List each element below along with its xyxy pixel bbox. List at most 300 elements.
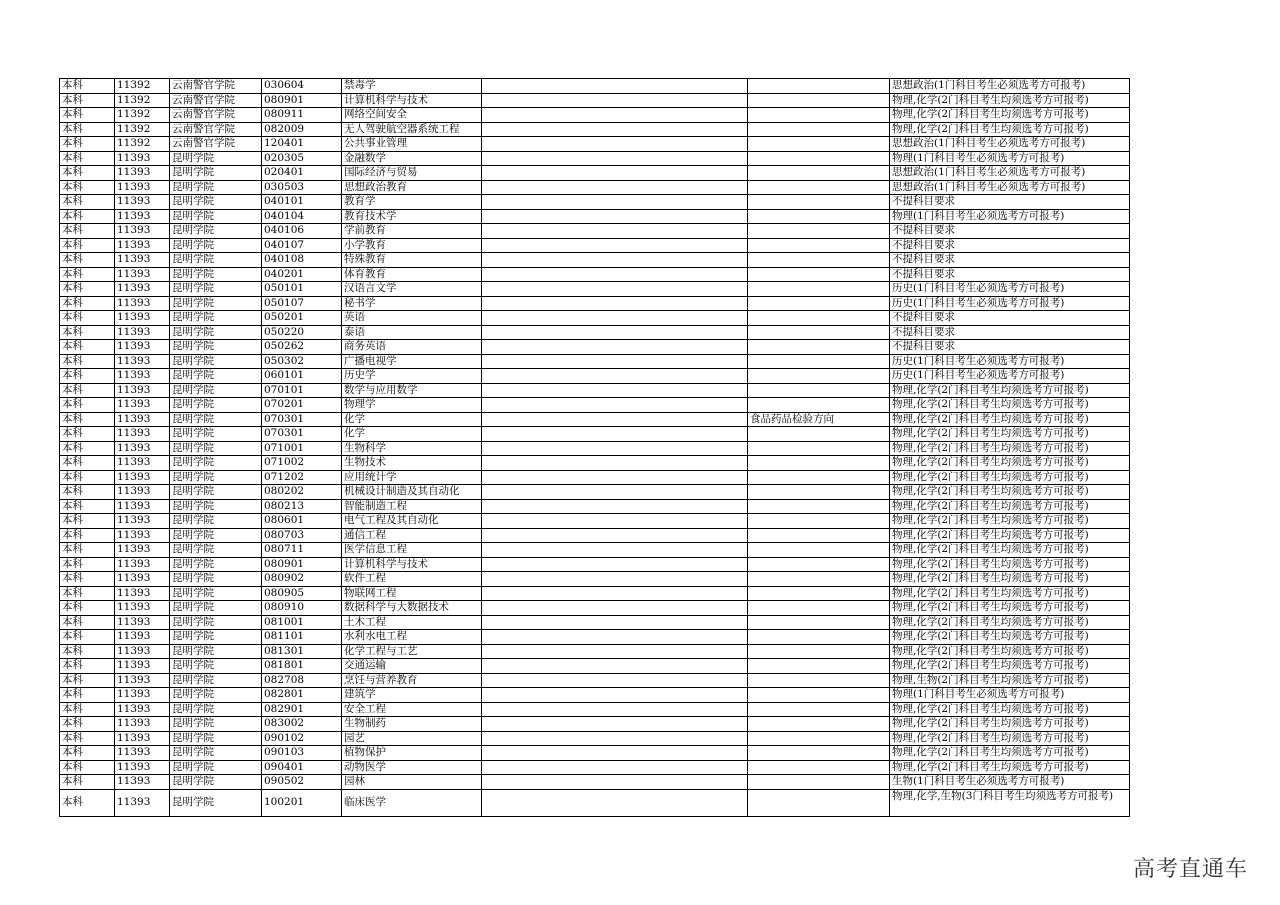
note-cell [482, 557, 748, 572]
requirement-cell: 物理,化学(2门科目考生均须选考方可报考) [890, 543, 1130, 558]
major-code-cell: 070101 [262, 383, 342, 398]
level-cell: 本科 [60, 122, 115, 137]
direction-cell [748, 238, 890, 253]
requirement-cell: 物理,化学(2门科目考生均须选考方可报考) [890, 557, 1130, 572]
requirement-cell: 物理(1门科目考生必须选考方可报考) [890, 151, 1130, 166]
school-name-cell: 昆明学院 [170, 688, 262, 703]
note-cell [482, 644, 748, 659]
table-row [60, 354, 1130, 369]
table-row [60, 166, 1130, 181]
direction-cell [748, 340, 890, 355]
school-name-cell: 云南警官学院 [170, 93, 262, 108]
school-code-cell: 11393 [115, 470, 170, 485]
note-cell [482, 282, 748, 297]
major-code-cell: 030503 [262, 180, 342, 195]
level-cell: 本科 [60, 441, 115, 456]
major-code-cell: 030604 [262, 79, 342, 94]
direction-cell [748, 572, 890, 587]
major-name-cell: 特殊教育 [342, 253, 482, 268]
direction-cell: 食品药品检验方向 [748, 412, 890, 427]
note-cell [482, 79, 748, 94]
school-code-cell: 11393 [115, 586, 170, 601]
major-name-cell: 临床医学 [342, 789, 482, 816]
requirement-cell: 物理,化学(2门科目考生均须选考方可报考) [890, 499, 1130, 514]
note-cell [482, 775, 748, 790]
requirement-cell: 不提科目要求 [890, 253, 1130, 268]
major-name-cell: 机械设计制造及其自动化 [342, 485, 482, 500]
requirement-cell: 物理,化学(2门科目考生均须选考方可报考) [890, 485, 1130, 500]
major-code-cell: 020305 [262, 151, 342, 166]
school-code-cell: 11393 [115, 427, 170, 442]
school-name-cell: 昆明学院 [170, 253, 262, 268]
school-code-cell: 11393 [115, 615, 170, 630]
major-code-cell: 040106 [262, 224, 342, 239]
note-cell [482, 543, 748, 558]
school-name-cell: 昆明学院 [170, 702, 262, 717]
school-code-cell: 11393 [115, 543, 170, 558]
school-code-cell: 11393 [115, 673, 170, 688]
note-cell [482, 586, 748, 601]
note-cell [482, 122, 748, 137]
major-name-cell: 交通运输 [342, 659, 482, 674]
major-name-cell: 数学与应用数学 [342, 383, 482, 398]
school-code-cell: 11392 [115, 93, 170, 108]
major-name-cell: 生物制药 [342, 717, 482, 732]
level-cell: 本科 [60, 412, 115, 427]
major-code-cell: 071202 [262, 470, 342, 485]
major-code-cell: 081801 [262, 659, 342, 674]
major-name-cell: 医学信息工程 [342, 543, 482, 558]
requirement-cell: 历史(1门科目考生必须选考方可报考) [890, 369, 1130, 384]
table-row [60, 253, 1130, 268]
direction-cell [748, 644, 890, 659]
direction-cell [748, 688, 890, 703]
requirement-cell: 物理,化学(2门科目考生均须选考方可报考) [890, 412, 1130, 427]
table-row [60, 688, 1130, 703]
direction-cell [748, 789, 890, 816]
school-code-cell: 11393 [115, 209, 170, 224]
level-cell: 本科 [60, 543, 115, 558]
major-code-cell: 082801 [262, 688, 342, 703]
level-cell: 本科 [60, 485, 115, 500]
school-name-cell: 昆明学院 [170, 180, 262, 195]
table-row [60, 659, 1130, 674]
note-cell [482, 369, 748, 384]
table-row [60, 79, 1130, 94]
school-name-cell: 昆明学院 [170, 789, 262, 816]
direction-cell [748, 731, 890, 746]
direction-cell [748, 702, 890, 717]
major-code-cell: 080703 [262, 528, 342, 543]
level-cell: 本科 [60, 209, 115, 224]
direction-cell [748, 311, 890, 326]
school-name-cell: 昆明学院 [170, 499, 262, 514]
direction-cell [748, 151, 890, 166]
table-row [60, 441, 1130, 456]
level-cell: 本科 [60, 108, 115, 123]
major-code-cell: 040108 [262, 253, 342, 268]
major-name-cell: 园艺 [342, 731, 482, 746]
school-name-cell: 昆明学院 [170, 398, 262, 413]
major-name-cell: 英语 [342, 311, 482, 326]
direction-cell [748, 195, 890, 210]
table-row [60, 557, 1130, 572]
school-name-cell: 昆明学院 [170, 775, 262, 790]
note-cell [482, 253, 748, 268]
school-name-cell: 云南警官学院 [170, 122, 262, 137]
major-name-cell: 思想政治教育 [342, 180, 482, 195]
level-cell: 本科 [60, 238, 115, 253]
major-code-cell: 050302 [262, 354, 342, 369]
school-name-cell: 昆明学院 [170, 528, 262, 543]
school-code-cell: 11393 [115, 659, 170, 674]
direction-cell [748, 354, 890, 369]
direction-cell [748, 427, 890, 442]
major-code-cell: 071002 [262, 456, 342, 471]
school-name-cell: 昆明学院 [170, 485, 262, 500]
major-code-cell: 070301 [262, 427, 342, 442]
school-code-cell: 11393 [115, 557, 170, 572]
table-row [60, 122, 1130, 137]
school-name-cell: 昆明学院 [170, 296, 262, 311]
direction-cell [748, 282, 890, 297]
major-name-cell: 物联网工程 [342, 586, 482, 601]
major-code-cell: 080910 [262, 601, 342, 616]
table-row [60, 383, 1130, 398]
level-cell: 本科 [60, 224, 115, 239]
major-name-cell: 水利水电工程 [342, 630, 482, 645]
note-cell [482, 151, 748, 166]
requirement-cell: 物理,化学,生物(3门科目考生均须选考方可报考) [890, 789, 1130, 816]
level-cell: 本科 [60, 311, 115, 326]
school-code-cell: 11393 [115, 412, 170, 427]
school-name-cell: 昆明学院 [170, 673, 262, 688]
major-name-cell: 土木工程 [342, 615, 482, 630]
requirement-cell: 物理(1门科目考生必须选考方可报考) [890, 688, 1130, 703]
table-row [60, 151, 1130, 166]
table-body [60, 79, 1130, 817]
level-cell: 本科 [60, 731, 115, 746]
level-cell: 本科 [60, 470, 115, 485]
major-code-cell: 080202 [262, 485, 342, 500]
note-cell [482, 383, 748, 398]
major-code-cell: 050201 [262, 311, 342, 326]
level-cell: 本科 [60, 557, 115, 572]
direction-cell [748, 296, 890, 311]
table-row [60, 238, 1130, 253]
note-cell [482, 789, 748, 816]
major-code-cell: 050101 [262, 282, 342, 297]
school-code-cell: 11393 [115, 267, 170, 282]
major-name-cell: 体育教育 [342, 267, 482, 282]
major-name-cell: 汉语言文学 [342, 282, 482, 297]
table-row [60, 180, 1130, 195]
requirement-cell: 物理,化学(2门科目考生均须选考方可报考) [890, 731, 1130, 746]
table-row [60, 427, 1130, 442]
school-name-cell: 昆明学院 [170, 659, 262, 674]
level-cell: 本科 [60, 369, 115, 384]
school-name-cell: 昆明学院 [170, 209, 262, 224]
level-cell: 本科 [60, 253, 115, 268]
direction-cell [748, 267, 890, 282]
table-row [60, 340, 1130, 355]
school-code-cell: 11393 [115, 354, 170, 369]
direction-cell [748, 673, 890, 688]
requirement-cell: 不提科目要求 [890, 311, 1130, 326]
school-code-cell: 11393 [115, 369, 170, 384]
school-name-cell: 云南警官学院 [170, 137, 262, 152]
school-code-cell: 11393 [115, 311, 170, 326]
school-code-cell: 11393 [115, 340, 170, 355]
major-name-cell: 网络空间安全 [342, 108, 482, 123]
table-row [60, 93, 1130, 108]
note-cell [482, 601, 748, 616]
school-name-cell: 昆明学院 [170, 354, 262, 369]
school-name-cell: 昆明学院 [170, 746, 262, 761]
major-code-cell: 080901 [262, 93, 342, 108]
school-code-cell: 11393 [115, 296, 170, 311]
level-cell: 本科 [60, 572, 115, 587]
requirement-cell: 物理,化学(2门科目考生均须选考方可报考) [890, 470, 1130, 485]
major-code-cell: 040104 [262, 209, 342, 224]
level-cell: 本科 [60, 760, 115, 775]
major-name-cell: 软件工程 [342, 572, 482, 587]
requirement-cell: 物理,化学(2门科目考生均须选考方可报考) [890, 659, 1130, 674]
table-row [60, 644, 1130, 659]
school-name-cell: 昆明学院 [170, 731, 262, 746]
table-row [60, 586, 1130, 601]
requirement-cell: 物理,化学(2门科目考生均须选考方可报考) [890, 441, 1130, 456]
school-name-cell: 昆明学院 [170, 717, 262, 732]
major-code-cell: 080905 [262, 586, 342, 601]
level-cell: 本科 [60, 514, 115, 529]
table-row [60, 325, 1130, 340]
school-name-cell: 昆明学院 [170, 238, 262, 253]
direction-cell [748, 383, 890, 398]
table-row [60, 760, 1130, 775]
major-name-cell: 物理学 [342, 398, 482, 413]
level-cell: 本科 [60, 688, 115, 703]
table-row [60, 412, 1130, 427]
major-code-cell: 050107 [262, 296, 342, 311]
note-cell [482, 412, 748, 427]
level-cell: 本科 [60, 615, 115, 630]
level-cell: 本科 [60, 398, 115, 413]
note-cell [482, 354, 748, 369]
school-code-cell: 11393 [115, 731, 170, 746]
direction-cell [748, 108, 890, 123]
school-name-cell: 昆明学院 [170, 369, 262, 384]
level-cell: 本科 [60, 325, 115, 340]
note-cell [482, 166, 748, 181]
school-code-cell: 11392 [115, 108, 170, 123]
major-code-cell: 040101 [262, 195, 342, 210]
school-code-cell: 11392 [115, 122, 170, 137]
direction-cell [748, 325, 890, 340]
note-cell [482, 209, 748, 224]
school-name-cell: 昆明学院 [170, 427, 262, 442]
requirement-cell: 历史(1门科目考生必须选考方可报考) [890, 282, 1130, 297]
level-cell: 本科 [60, 383, 115, 398]
school-name-cell: 昆明学院 [170, 412, 262, 427]
major-name-cell: 公共事业管理 [342, 137, 482, 152]
requirement-cell: 物理,化学(2门科目考生均须选考方可报考) [890, 456, 1130, 471]
level-cell: 本科 [60, 746, 115, 761]
major-name-cell: 生物科学 [342, 441, 482, 456]
school-code-cell: 11392 [115, 79, 170, 94]
major-code-cell: 080711 [262, 543, 342, 558]
direction-cell [748, 659, 890, 674]
direction-cell [748, 79, 890, 94]
school-code-cell: 11393 [115, 238, 170, 253]
watermark-text: 高考直通车 [1132, 857, 1248, 882]
direction-cell [748, 528, 890, 543]
major-name-cell: 泰语 [342, 325, 482, 340]
note-cell [482, 514, 748, 529]
major-name-cell: 国际经济与贸易 [342, 166, 482, 181]
major-code-cell: 090401 [262, 760, 342, 775]
note-cell [482, 398, 748, 413]
major-code-cell: 070201 [262, 398, 342, 413]
school-name-cell: 昆明学院 [170, 557, 262, 572]
level-cell: 本科 [60, 93, 115, 108]
major-name-cell: 教育学 [342, 195, 482, 210]
requirement-cell: 物理,化学(2门科目考生均须选考方可报考) [890, 630, 1130, 645]
direction-cell [748, 122, 890, 137]
table-row [60, 296, 1130, 311]
major-code-cell: 040107 [262, 238, 342, 253]
major-name-cell: 广播电视学 [342, 354, 482, 369]
major-code-cell: 100201 [262, 789, 342, 816]
requirement-cell: 物理,化学(2门科目考生均须选考方可报考) [890, 93, 1130, 108]
note-cell [482, 673, 748, 688]
major-code-cell: 080213 [262, 499, 342, 514]
requirement-cell: 历史(1门科目考生必须选考方可报考) [890, 296, 1130, 311]
requirement-cell: 物理,化学(2门科目考生均须选考方可报考) [890, 702, 1130, 717]
note-cell [482, 137, 748, 152]
school-code-cell: 11393 [115, 702, 170, 717]
note-cell [482, 702, 748, 717]
direction-cell [748, 180, 890, 195]
school-name-cell: 昆明学院 [170, 601, 262, 616]
school-name-cell: 昆明学院 [170, 195, 262, 210]
direction-cell [748, 557, 890, 572]
table-row [60, 775, 1130, 790]
major-name-cell: 电气工程及其自动化 [342, 514, 482, 529]
school-name-cell: 昆明学院 [170, 166, 262, 181]
table-row [60, 673, 1130, 688]
note-cell [482, 499, 748, 514]
major-name-cell: 建筑学 [342, 688, 482, 703]
school-name-cell: 云南警官学院 [170, 79, 262, 94]
school-code-cell: 11393 [115, 456, 170, 471]
major-code-cell: 050220 [262, 325, 342, 340]
note-cell [482, 659, 748, 674]
school-code-cell: 11393 [115, 601, 170, 616]
major-name-cell: 计算机科学与技术 [342, 557, 482, 572]
direction-cell [748, 441, 890, 456]
school-code-cell: 11393 [115, 688, 170, 703]
major-code-cell: 040201 [262, 267, 342, 282]
school-code-cell: 11393 [115, 485, 170, 500]
direction-cell [748, 615, 890, 630]
major-name-cell: 禁毒学 [342, 79, 482, 94]
level-cell: 本科 [60, 601, 115, 616]
note-cell [482, 296, 748, 311]
major-code-cell: 120401 [262, 137, 342, 152]
table-row [60, 601, 1130, 616]
school-code-cell: 11393 [115, 398, 170, 413]
level-cell: 本科 [60, 427, 115, 442]
major-name-cell: 化学工程与工艺 [342, 644, 482, 659]
level-cell: 本科 [60, 702, 115, 717]
direction-cell [748, 775, 890, 790]
school-code-cell: 11393 [115, 224, 170, 239]
school-code-cell: 11393 [115, 644, 170, 659]
major-name-cell: 植物保护 [342, 746, 482, 761]
school-code-cell: 11393 [115, 630, 170, 645]
major-code-cell: 081301 [262, 644, 342, 659]
school-name-cell: 昆明学院 [170, 470, 262, 485]
direction-cell [748, 253, 890, 268]
note-cell [482, 93, 748, 108]
major-code-cell: 090102 [262, 731, 342, 746]
note-cell [482, 238, 748, 253]
major-name-cell: 历史学 [342, 369, 482, 384]
note-cell [482, 267, 748, 282]
major-name-cell: 烹饪与营养教育 [342, 673, 482, 688]
direction-cell [748, 760, 890, 775]
requirement-cell: 不提科目要求 [890, 267, 1130, 282]
major-code-cell: 082009 [262, 122, 342, 137]
table-row [60, 514, 1130, 529]
school-code-cell: 11393 [115, 717, 170, 732]
requirement-cell: 物理,化学(2门科目考生均须选考方可报考) [890, 383, 1130, 398]
level-cell: 本科 [60, 340, 115, 355]
level-cell: 本科 [60, 673, 115, 688]
direction-cell [748, 601, 890, 616]
school-name-cell: 昆明学院 [170, 514, 262, 529]
note-cell [482, 108, 748, 123]
level-cell: 本科 [60, 354, 115, 369]
major-name-cell: 秘书学 [342, 296, 482, 311]
level-cell: 本科 [60, 166, 115, 181]
level-cell: 本科 [60, 528, 115, 543]
table-row [60, 282, 1130, 297]
major-code-cell: 071001 [262, 441, 342, 456]
requirement-cell: 物理,化学(2门科目考生均须选考方可报考) [890, 644, 1130, 659]
requirement-cell: 思想政治(1门科目考生必须选考方可报考) [890, 79, 1130, 94]
major-name-cell: 学前教育 [342, 224, 482, 239]
school-code-cell: 11393 [115, 325, 170, 340]
requirement-cell: 物理,化学(2门科目考生均须选考方可报考) [890, 398, 1130, 413]
level-cell: 本科 [60, 296, 115, 311]
level-cell: 本科 [60, 659, 115, 674]
table-row [60, 267, 1130, 282]
school-name-cell: 昆明学院 [170, 572, 262, 587]
major-name-cell: 数据科学与大数据技术 [342, 601, 482, 616]
major-name-cell: 安全工程 [342, 702, 482, 717]
major-name-cell: 小学教育 [342, 238, 482, 253]
school-name-cell: 昆明学院 [170, 543, 262, 558]
level-cell: 本科 [60, 644, 115, 659]
note-cell [482, 441, 748, 456]
school-code-cell: 11393 [115, 253, 170, 268]
school-name-cell: 云南警官学院 [170, 108, 262, 123]
level-cell: 本科 [60, 195, 115, 210]
school-code-cell: 11393 [115, 746, 170, 761]
school-code-cell: 11393 [115, 383, 170, 398]
